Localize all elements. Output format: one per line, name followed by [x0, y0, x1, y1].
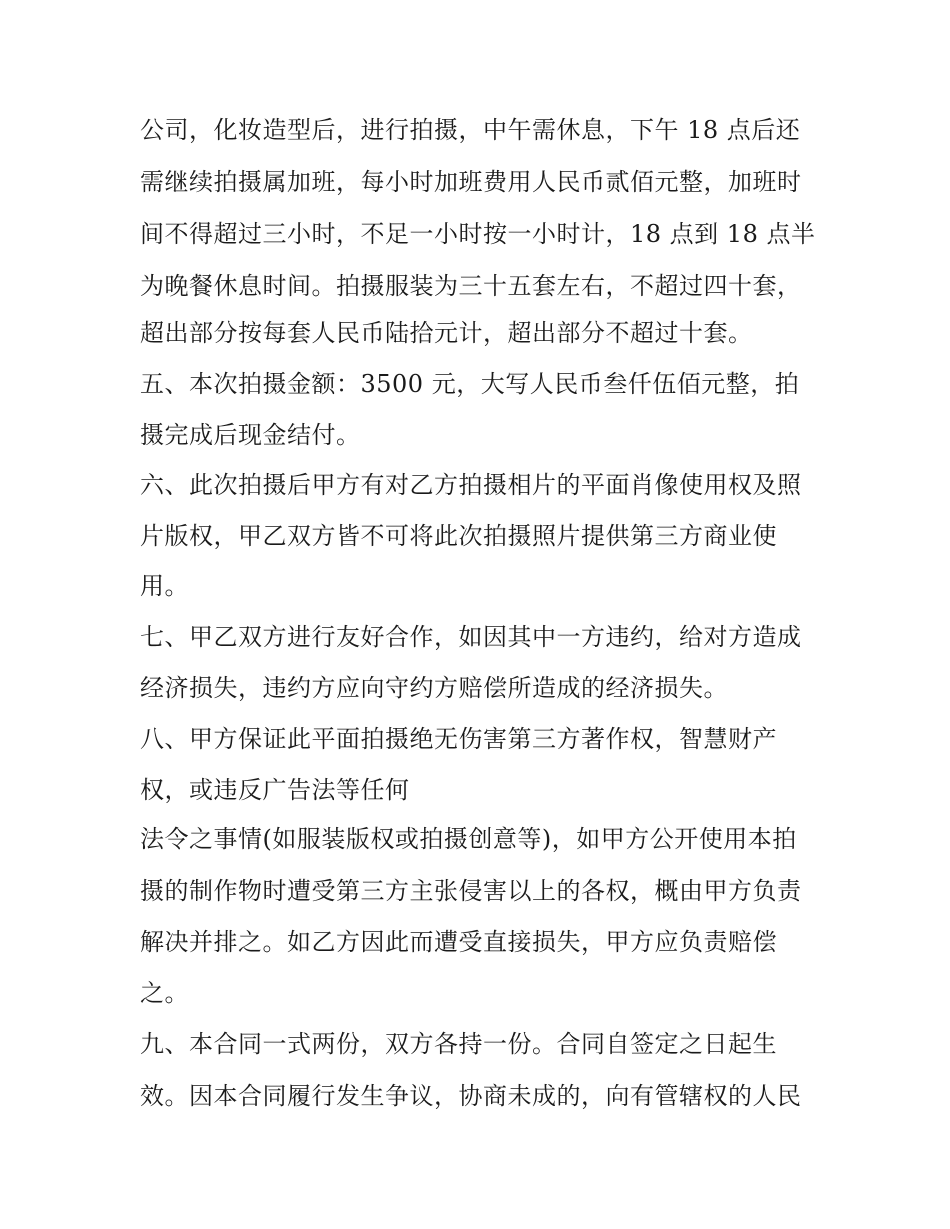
- text-line: 为晚餐休息时间。拍摄服装为三十五套左右，不超过四十套，: [140, 272, 802, 300]
- text-line: 法令之事情(如服装版权或拍摄创意等)，如甲方公开使用本拍: [140, 825, 797, 853]
- clause-9-line: 九、本合同一式两份，双方各持一份。合同自签定之日起生: [140, 1030, 777, 1058]
- clause-8-line: 八、甲方保证此平面拍摄绝无伤害第三方著作权，智慧财产: [140, 725, 777, 753]
- text-line: 经济损失，违约方应向守约方赔偿所造成的经济损失。: [140, 674, 728, 702]
- text-line: 用。: [140, 572, 189, 600]
- clause-5-line: 五、本次拍摄金额：3500 元，大写人民币叁仟伍佰元整，拍: [140, 370, 800, 398]
- clause-7-line: 七、甲乙双方进行友好合作，如因其中一方违约，给对方造成: [140, 623, 802, 651]
- text-line: 权，或违反广告法等任何: [140, 776, 410, 804]
- text-line: 片版权，甲乙双方皆不可将此次拍摄照片提供第三方商业使: [140, 522, 777, 550]
- text-line: 效。因本合同履行发生争议，协商未成的，向有管辖权的人民: [140, 1082, 802, 1110]
- text-line: 之。: [140, 979, 189, 1007]
- text-line: 公司，化妆造型后，进行拍摄，中午需休息，下午 18 点后还: [140, 116, 801, 144]
- clause-6-line: 六、此次拍摄后甲方有对乙方拍摄相片的平面肖像使用权及照: [140, 471, 802, 499]
- text-line: 间不得超过三小时，不足一小时按一小时计，18 点到 18 点半: [140, 220, 816, 248]
- text-line: 解决并排之。如乙方因此而遭受直接损失，甲方应负责赔偿: [140, 928, 777, 956]
- text-line: 摄的制作物时遭受第三方主张侵害以上的各权，概由甲方负责: [140, 877, 802, 905]
- text-line: 超出部分按每套人民币陆拾元计，超出部分不超过十套。: [140, 319, 753, 347]
- text-line: 需继续拍摄属加班，每小时加班费用人民币贰佰元整，加班时: [140, 168, 802, 196]
- text-line: 摄完成后现金结付。: [140, 421, 361, 449]
